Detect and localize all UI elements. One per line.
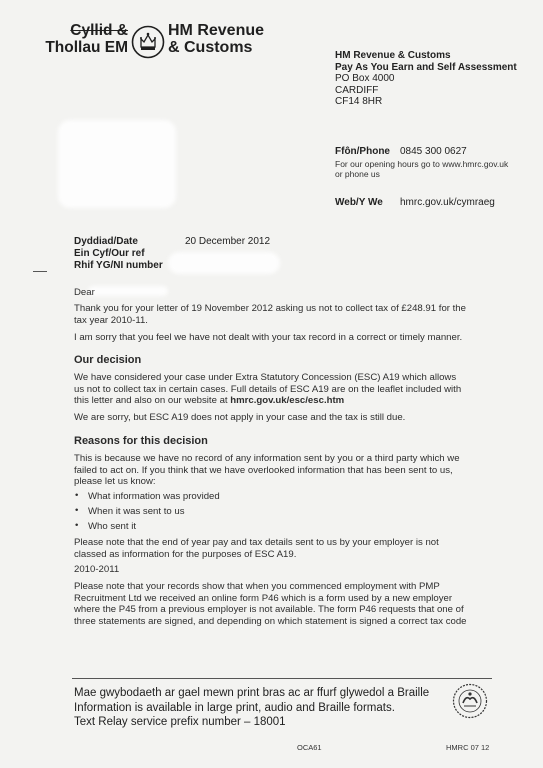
- p46-line4: three statements are signed, and depending on which statement is signed a correct tax code: [74, 615, 467, 627]
- note-paragraph: [74, 537, 439, 560]
- accessibility-english-line: Information is available in large print, audio and Braille formats.: [74, 701, 395, 714]
- redacted-recipient-address: [58, 120, 176, 208]
- reasons-paragraph: [74, 453, 460, 488]
- badge-caption: [446, 718, 494, 723]
- web-url: hmrc.gov.uk/cymraeg: [400, 197, 495, 208]
- decision-line1: We have considered your case under Extra Statutory Concession (ESC) A19 which allows: [74, 372, 457, 383]
- version-code: HMRC 07 12: [446, 743, 490, 752]
- form-code: OCA61: [297, 743, 322, 752]
- phone-number: 0845 300 0627: [400, 146, 467, 157]
- footer-divider: [72, 678, 492, 679]
- fold-mark: [33, 271, 47, 272]
- royal-crest-icon: [131, 25, 165, 59]
- decision-line3: [74, 395, 461, 407]
- text-relay-line: Text Relay service prefix number – 18001: [74, 716, 286, 728]
- redacted-reference: [168, 252, 280, 274]
- ni-number-label: Rhif YG/NI number: [74, 260, 163, 271]
- sender-name: HM Revenue & Customs: [335, 50, 451, 61]
- p46-line2: Recruitment Ltd we received an online form P46 which is a form used by a new employer: [74, 592, 453, 604]
- web-label: Web/Y We: [335, 197, 383, 208]
- intro-paragraph: [74, 303, 466, 326]
- esc-link[interactable]: hmrc.gov.uk/esc/esc.htm: [230, 395, 345, 407]
- hours-line1: For our opening hours go to www.hmrc.gov.uk: [335, 159, 509, 169]
- reasons-line2: failed to act on. If you think that we have overlooked information that has been sent to us,: [74, 464, 453, 476]
- reasons-list: [74, 491, 220, 536]
- list-item: • When it was sent to us: [74, 506, 220, 521]
- decision-paragraph: [74, 372, 461, 407]
- sender-postcode: CF14 8HR: [335, 96, 383, 107]
- year-label: 2010-2011: [74, 564, 120, 575]
- note-line1: Please note that the end of year pay and tax details sent to us by your employer is not: [74, 537, 439, 548]
- our-ref-label: Ein Cyf/Our ref: [74, 248, 145, 259]
- intro-line1: Thank you for your letter of 19 November 2012 asking us not to collect tax of £248.91 for the: [74, 303, 466, 314]
- apology-paragraph: I am sorry that you feel we have not dealt with your tax record in a correct or timely manner.: [74, 332, 463, 343]
- reasons-line3: please let us know:: [74, 476, 156, 488]
- sender-address: [335, 50, 517, 108]
- reasons-line1: This is because we have no record of any information sent by you or a third party which we: [74, 453, 460, 464]
- logo-english-text: [168, 22, 264, 56]
- logo-english-line1: HM Revenue: [168, 22, 265, 39]
- opening-hours-note: [335, 159, 535, 179]
- intro-line2: tax year 2010-11.: [74, 314, 148, 326]
- redacted-recipient-name: [88, 286, 168, 296]
- positive-about-disabled-people-icon: [452, 683, 488, 719]
- salutation: Dear: [74, 287, 95, 298]
- list-item: • What information was provided: [74, 491, 220, 506]
- sender-city: CARDIFF: [335, 84, 379, 96]
- logo-english-line2: & Customs: [168, 39, 253, 56]
- logo-welsh-text: [30, 22, 128, 56]
- date-label: Dyddiad/Date: [74, 236, 138, 247]
- date-value: 20 December 2012: [185, 236, 271, 247]
- p46-paragraph: [74, 581, 467, 627]
- phone-label: Ffôn/Phone: [335, 146, 390, 157]
- sender-department: Pay As You Earn and Self Assessment: [335, 61, 517, 73]
- logo-welsh-line2: Thollau EM: [45, 39, 128, 56]
- accessibility-welsh-line: Mae gwybodaeth ar gael mewn print bras ac ar ffurf glywedol a Braille: [74, 687, 430, 699]
- not-apply-paragraph: We are sorry, but ESC A19 does not apply in your case and the tax is still due.: [74, 412, 406, 423]
- reference-labels: [74, 236, 163, 272]
- accessibility-notice: [74, 686, 429, 730]
- reasons-heading: Reasons for this decision: [74, 435, 208, 447]
- sender-po-box: PO Box 4000: [335, 73, 395, 84]
- note-line2: classed as information for the purposes of ESC A19.: [74, 548, 297, 560]
- p46-line1: Please note that your records show that when you commenced employment with PMP: [74, 581, 440, 592]
- decision-line3-text: this letter and also on our website at: [74, 395, 231, 407]
- logo-welsh-line1: Cyllid &: [70, 22, 128, 39]
- hours-line2: or phone us: [335, 169, 380, 179]
- list-item: • Who sent it: [74, 521, 220, 536]
- decision-heading: Our decision: [74, 354, 142, 366]
- decision-line2: us not to collect tax in certain cases. Full details of ESC A19 are on the leaflet included with: [74, 383, 462, 395]
- p46-line3: where the P45 from a previous employer is not available. The form P46 requests that one of: [74, 604, 464, 616]
